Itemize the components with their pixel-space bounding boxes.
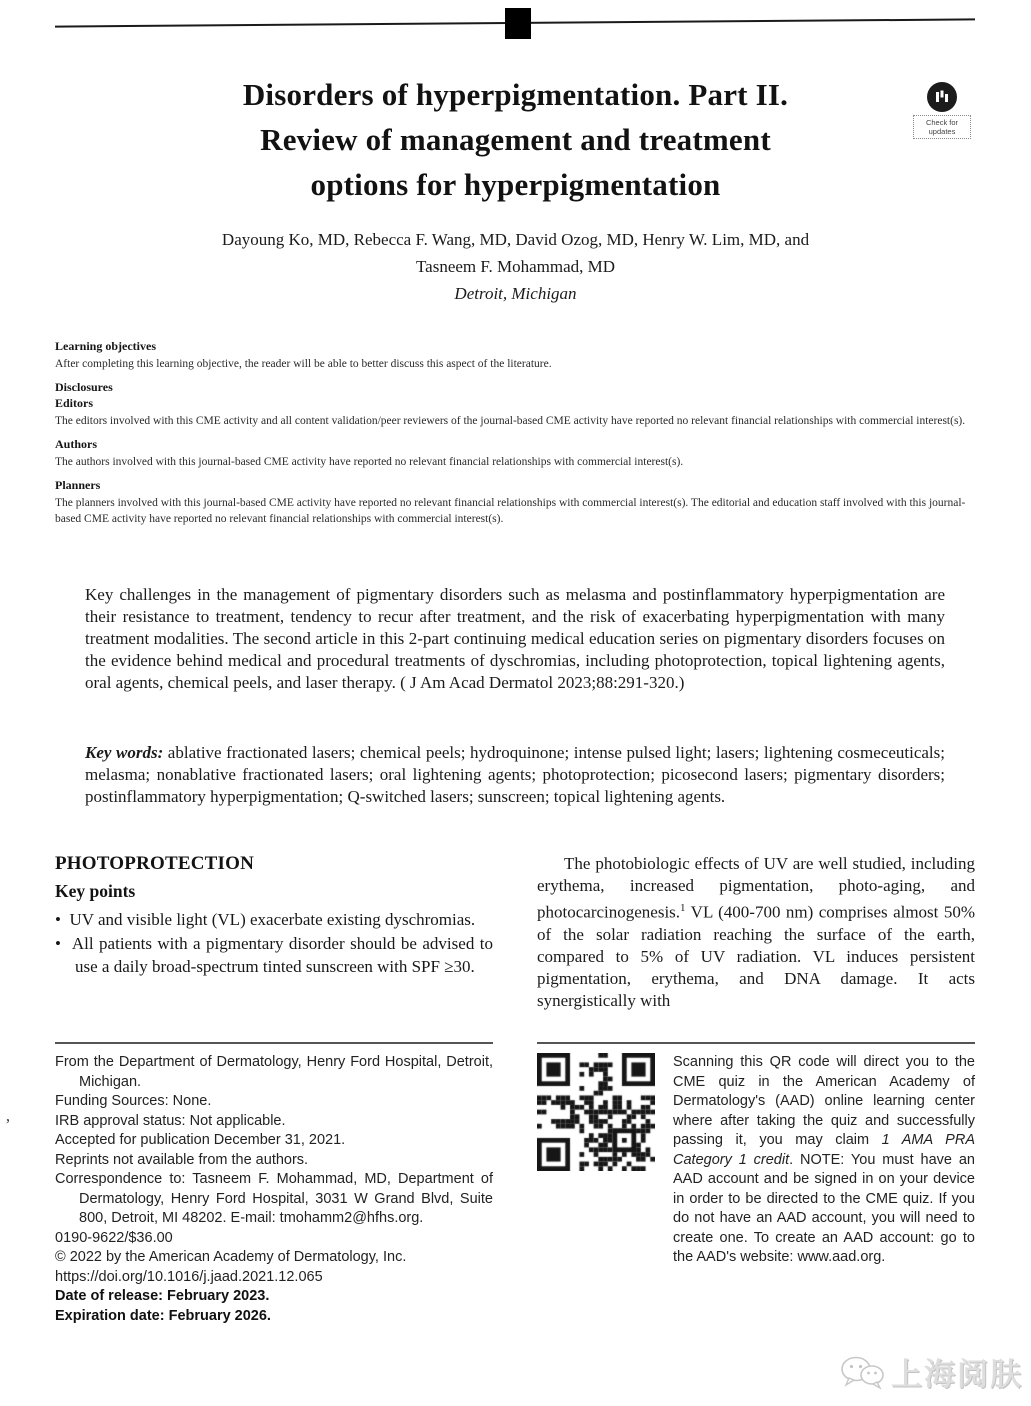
article-title-line3: options for hyperpigmentation xyxy=(310,167,721,202)
crossmark-logo-icon xyxy=(927,82,957,112)
key-point-item: • UV and visible light (VL) exacerbate existing dyschromias. xyxy=(55,908,493,932)
qr-row xyxy=(537,1053,975,1268)
qr-instructions-seg2: . NOTE: You must have an AAD account and be signed in on your device in order to be directed to the CME quiz. If you do not have an AAD account, you will need to create one. To create an AAD account: go to the AAD's website: www.aad.org. xyxy=(673,1151,975,1265)
masthead-rule xyxy=(55,8,975,42)
keywords-label: Key words: xyxy=(85,743,168,762)
footnote-funding: Funding Sources: None. xyxy=(55,1093,212,1109)
disclosures-heading: Disclosures xyxy=(55,380,113,394)
qr-instructions-credit: 1 AMA PRA Category 1 credit xyxy=(673,1132,975,1168)
authors-text: The authors involved with this journal-based CME activity have reported no relevant financial relationships with commercial interest(s). xyxy=(55,456,684,468)
editors-heading: Editors xyxy=(55,396,94,410)
scan-artifact-mark: ’ xyxy=(5,1115,11,1134)
cme-disclosure-block xyxy=(55,338,973,527)
wechat-icon xyxy=(839,1354,885,1390)
article-title xyxy=(0,72,1031,207)
masthead-square xyxy=(505,8,531,39)
article-title-line1: Disorders of hyperpigmentation. Part II. xyxy=(242,77,789,112)
footnote-affiliation: From the Department of Dermatology, Henry Ford Hospital, Detroit, Michigan. xyxy=(55,1054,493,1090)
keywords-paragraph xyxy=(85,742,945,808)
qr-code xyxy=(537,1053,655,1171)
qr-instructions-seg1: Scanning this QR code will direct you to the CME quiz in the American Academy of Dermatology's (AAD) online learning center where after taking the quiz and successfully passing it, you may claim xyxy=(673,1054,975,1148)
footer-area xyxy=(55,1042,975,1326)
planners-text: The planners involved with this journal-based CME activity have reported no relevant financial relationships with commercial interest(s). The editorial and education staff involved with this journal-based CME activity have reported no relevant financial relationships with commercial interest(s). xyxy=(55,497,966,525)
key-point-item: • All patients with a pigmentary disorder should be advised to use a daily broad-spectrum tinted sunscreen with SPF ≥30. xyxy=(55,932,493,979)
footnote-doi: https://doi.org/10.1016/j.jaad.2021.12.065 xyxy=(55,1268,323,1285)
learning-objectives-text: After completing this learning objective, the reader will be able to better discuss this aspect of the literature. xyxy=(55,358,552,370)
footnote-accepted: Accepted for publication December 31, 2021. xyxy=(55,1132,346,1148)
qr-instructions xyxy=(673,1053,975,1268)
author-byline xyxy=(0,226,1031,307)
footnote-release-date: Date of release: February 2023. xyxy=(55,1288,270,1304)
key-points-subheading: Key points xyxy=(55,881,136,901)
author-line2: Tasneem F. Mohammad, MD xyxy=(415,257,616,276)
abstract-paragraph: Key challenges in the management of pigmentary disorders such as melasma and postinflammatory hyperpigmentation are their resistance to treatment, tendency to recur after treatment, and the risk of exacerbating hyperpigmentation with many treatment modalities. The second article in this 2-part continuing medical education series on pigmentary disorders focuses on the evidence behind medical and procedural treatments of dyschromias, including photoprotection, topical lightening agents, oral agents, chemical peels, and laser therapy. ( J Am Acad Dermatol 2023;88:291-320.) xyxy=(85,585,945,692)
footnote-reprints: Reprints not available from the authors. xyxy=(55,1151,309,1168)
learning-objectives-heading: Learning objectives xyxy=(55,339,156,353)
footnote-correspondence: Correspondence to: Tasneem F. Mohammad, MD, Department of Dermatology, Henry Ford Hospital, 3031 W Grand Blvd, Suite 800, Detroit, MI 48202. E-mail: tmohamm2@hfhs.org. xyxy=(55,1171,493,1226)
article-title-line2: Review of management and treatment xyxy=(260,122,771,157)
footnote-expiration-date: Expiration date: February 2026. xyxy=(55,1307,271,1324)
footnote-irb: IRB approval status: Not applicable. xyxy=(55,1112,286,1129)
footnote-issn: 0190-9622/$36.00 xyxy=(55,1229,173,1246)
editors-text: The editors involved with this CME activity and all content validation/peer reviewers of the journal-based CME activity have reported no relevant financial relationships with commercial interest(s). xyxy=(55,415,966,427)
body-paragraph-seg1: The photobiologic effects of UV are well studied, including erythema, increased pigmentation, photo-aging, and photocarcinogenesis. xyxy=(537,854,975,922)
planners-heading: Planners xyxy=(55,478,101,492)
body-columns xyxy=(55,853,975,1012)
section-heading-photoprotection: PHOTOPROTECTION xyxy=(55,853,255,874)
keywords-text: ablative fractionated lasers; chemical peels; hydroquinone; intense pulsed light; lasers; lightening cosmeceuticals; melasma; nonablative fractionated lasers; oral lightening agents; photoprotection; picosecond lasers; pigmentary disorders; postinflammatory hyperpigmentation; Q-switched lasers; sunscreen; topical lightening agents. xyxy=(85,743,945,806)
footnote-copyright: © 2022 by the American Academy of Dermatology, Inc. xyxy=(55,1249,407,1265)
reference-superscript: 1 xyxy=(680,902,686,914)
author-line1: Dayoung Ko, MD, Rebecca F. Wang, MD, David Ozog, MD, Henry W. Lim, MD, and xyxy=(221,230,810,249)
body-paragraph xyxy=(537,853,975,1012)
watermark xyxy=(839,1349,1023,1394)
body-paragraph-seg2: VL (400-700 nm) comprises almost 50% of the solar radiation reaching the surface of the earth, compared to 5% of UV radiation. VL induces persistent pigmentation, erythema, and DNA damage. It acts synergistically with xyxy=(537,902,975,1010)
footnotes-column xyxy=(55,1042,493,1326)
check-for-updates-label: Check for updates xyxy=(913,115,971,139)
qr-column xyxy=(537,1042,975,1326)
right-column xyxy=(537,853,975,1012)
left-column xyxy=(55,853,493,1012)
watermark-text: 上海阅肤 xyxy=(891,1357,1023,1393)
authors-heading: Authors xyxy=(55,437,98,451)
check-for-updates-badge xyxy=(913,82,971,139)
author-location: Detroit, Michigan xyxy=(454,284,577,303)
key-points-list xyxy=(55,908,493,979)
qr-code-canvas xyxy=(537,1053,655,1171)
